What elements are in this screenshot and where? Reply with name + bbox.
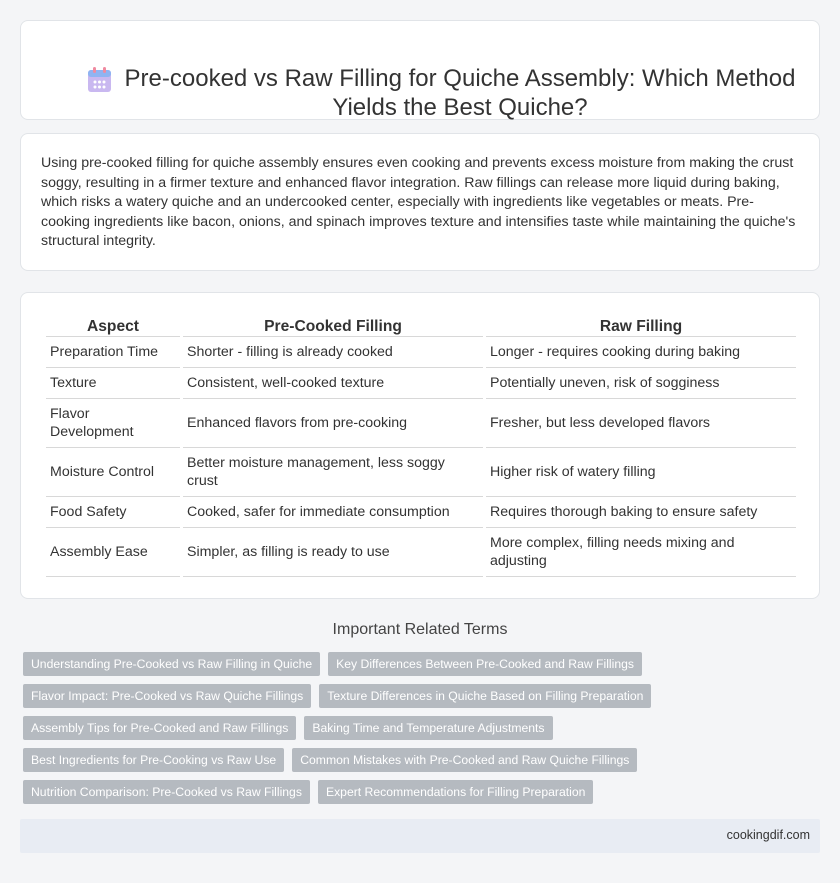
table-row [46, 448, 796, 497]
related-term-tag[interactable]: Common Mistakes with Pre-Cooked and Raw Quiche Fillings [292, 748, 637, 772]
table-row [46, 399, 796, 448]
table-cell-aspect: Moisture Control [46, 448, 180, 497]
table-cell-pre-cooked: Shorter - filling is already cooked [183, 337, 483, 368]
table-cell-raw: Fresher, but less developed flavors [486, 399, 796, 448]
calendar-icon [87, 67, 112, 93]
related-term-tag[interactable]: Assembly Tips for Pre-Cooked and Raw Fillings [23, 716, 296, 740]
footer-site-link[interactable]: cookingdif.com [726, 828, 810, 842]
header-aspect: Aspect [46, 315, 180, 337]
table-cell-raw: Potentially uneven, risk of sogginess [486, 368, 796, 399]
table-cell-raw: Longer - requires cooking during baking [486, 337, 796, 368]
related-term-tag[interactable]: Baking Time and Temperature Adjustments [304, 716, 552, 740]
related-term-tag[interactable]: Key Differences Between Pre-Cooked and Raw Fillings [328, 652, 642, 676]
table-row [46, 337, 796, 368]
title-card [20, 20, 820, 120]
related-terms-list [23, 652, 813, 804]
related-terms-heading: Important Related Terms [332, 621, 508, 638]
comparison-table [43, 315, 799, 577]
related-term-tag[interactable]: Texture Differences in Quiche Based on Filling Preparation [319, 684, 651, 708]
related-term-tag[interactable]: Expert Recommendations for Filling Preparation [318, 780, 593, 804]
table-cell-aspect: Food Safety [46, 497, 180, 528]
table-cell-pre-cooked: Enhanced flavors from pre-cooking [183, 399, 483, 448]
table-cell-raw: Higher risk of watery filling [486, 448, 796, 497]
related-term-tag[interactable]: Flavor Impact: Pre-Cooked vs Raw Quiche Fillings [23, 684, 311, 708]
related-term-tag[interactable]: Best Ingredients for Pre-Cooking vs Raw Use [23, 748, 284, 772]
table-cell-pre-cooked: Cooked, safer for immediate consumption [183, 497, 483, 528]
page-title: Pre-cooked vs Raw Filling for Quiche Assembly: Which Method Yields the Best Quiche? [124, 65, 796, 121]
comparison-table-card [20, 292, 820, 599]
table-row [46, 528, 796, 577]
intro-paragraph: Using pre-cooked filling for quiche assembly ensures even cooking and prevents excess moisture from making the crust soggy, resulting in a firmer texture and enhanced flavor integration. Raw fillings can release more liquid during baking, which risks a watery quiche and an undercooked center, especially with ingredients like vegetables or meats. Pre-cooking ingredients like bacon, onions, and spinach improves texture and intensifies taste while maintaining the quiche's structural integrity. [41, 155, 796, 250]
related-term-tag[interactable]: Nutrition Comparison: Pre-Cooked vs Raw Fillings [23, 780, 310, 804]
table-row [46, 368, 796, 399]
header-raw: Raw Filling [486, 315, 796, 337]
table-header-row [46, 315, 796, 337]
table-cell-aspect: Preparation Time [46, 337, 180, 368]
header-pre-cooked: Pre-Cooked Filling [183, 315, 483, 337]
table-cell-raw: Requires thorough baking to ensure safety [486, 497, 796, 528]
table-cell-aspect: Texture [46, 368, 180, 399]
table-row [46, 497, 796, 528]
table-cell-raw: More complex, filling needs mixing and adjusting [486, 528, 796, 577]
table-cell-pre-cooked: Better moisture management, less soggy crust [183, 448, 483, 497]
related-term-tag[interactable]: Understanding Pre-Cooked vs Raw Filling in Quiche [23, 652, 320, 676]
footer [20, 819, 820, 853]
table-cell-pre-cooked: Consistent, well-cooked texture [183, 368, 483, 399]
table-cell-aspect: Flavor Development [46, 399, 180, 448]
intro-card [20, 133, 820, 271]
table-cell-aspect: Assembly Ease [46, 528, 180, 577]
table-cell-pre-cooked: Simpler, as filling is ready to use [183, 528, 483, 577]
